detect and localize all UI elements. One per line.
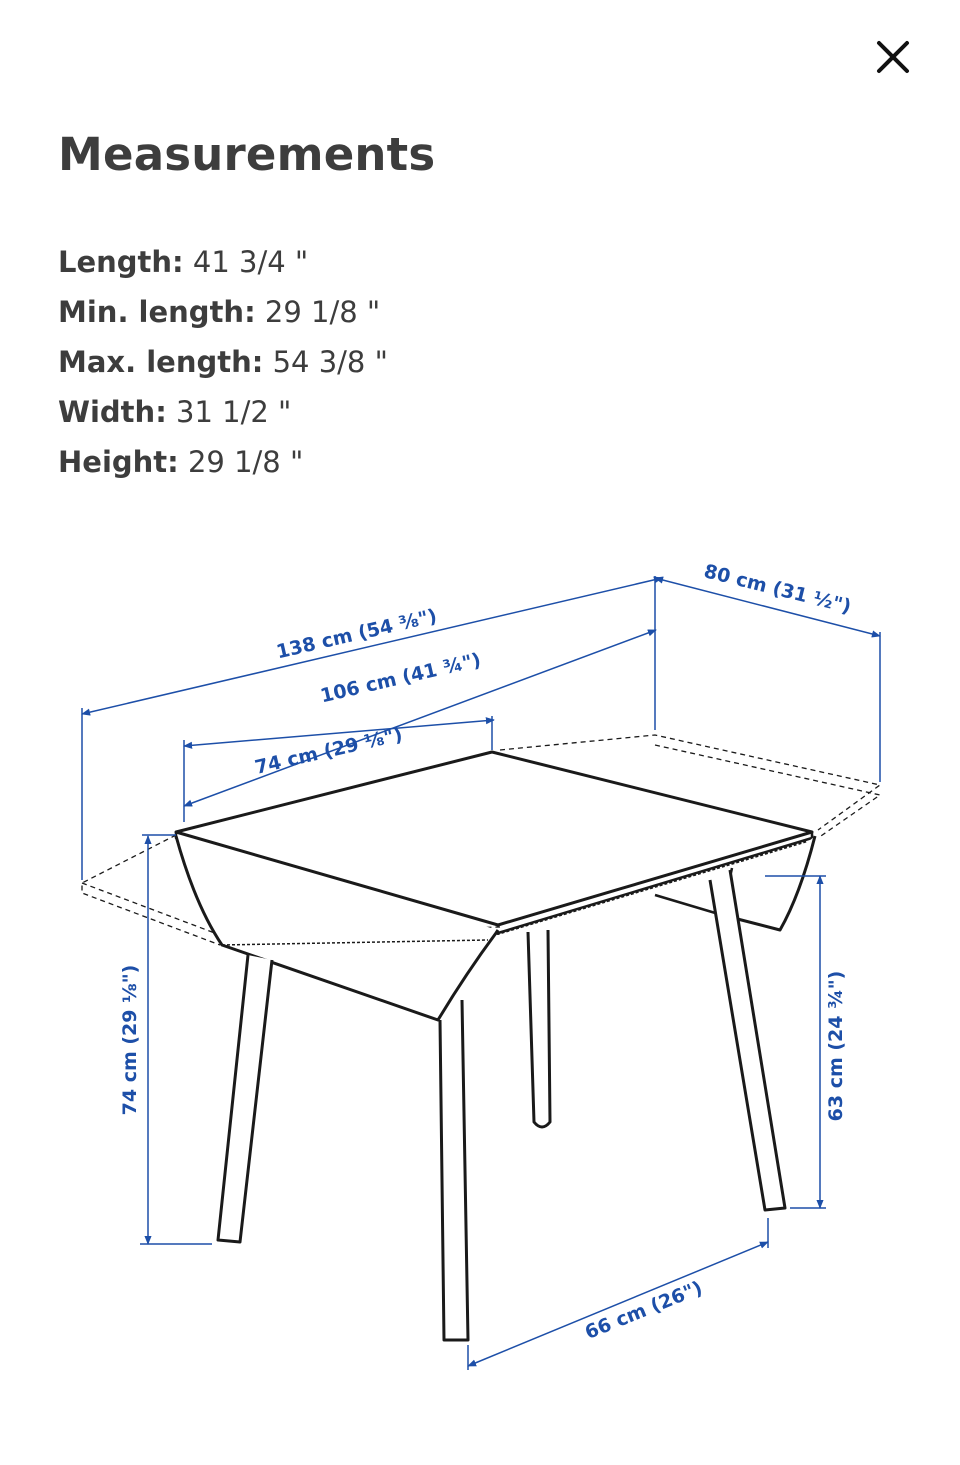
spec-label: Max. length: [58, 345, 264, 379]
leg-front [440, 1000, 468, 1340]
spec-value: 31 1/2 " [176, 395, 292, 429]
spec-value: 29 1/8 " [187, 445, 304, 479]
close-icon [876, 40, 910, 74]
spec-max-length [58, 340, 388, 390]
length-label: 106 cm (41 ¾") [318, 648, 484, 708]
table-dimension-diagram [0, 540, 960, 1420]
height-label: 74 cm (29 ⅛") [119, 964, 141, 1116]
spec-min-length [58, 290, 388, 340]
close-button[interactable] [866, 30, 920, 84]
leg-back [528, 930, 550, 1127]
page-title: Measurements [58, 128, 436, 181]
spec-value: 41 3/4 " [192, 245, 309, 279]
spec-width [58, 390, 388, 440]
spec-length [58, 240, 388, 290]
dimension-lines [82, 576, 880, 1370]
max-length-label: 138 cm (54 ⅜") [274, 604, 440, 664]
spec-label: Height: [58, 445, 179, 479]
spec-label: Width: [58, 395, 167, 429]
width-label: 80 cm (31 ½") [701, 560, 854, 619]
spec-value: 54 3/8 " [272, 345, 388, 379]
spec-label: Min. length: [58, 295, 256, 329]
leg-height-label: 63 cm (24 ¾") [825, 970, 847, 1122]
table-drawing [82, 735, 880, 1340]
spec-value: 29 1/8 " [264, 295, 381, 329]
min-length-label: 74 cm (29 ⅛") [252, 723, 405, 779]
spec-label: Length: [58, 245, 184, 279]
leg-left [218, 955, 272, 1242]
spec-height [58, 440, 388, 490]
measurement-list [58, 240, 388, 490]
leg-span-label: 66 cm (26") [581, 1276, 706, 1344]
